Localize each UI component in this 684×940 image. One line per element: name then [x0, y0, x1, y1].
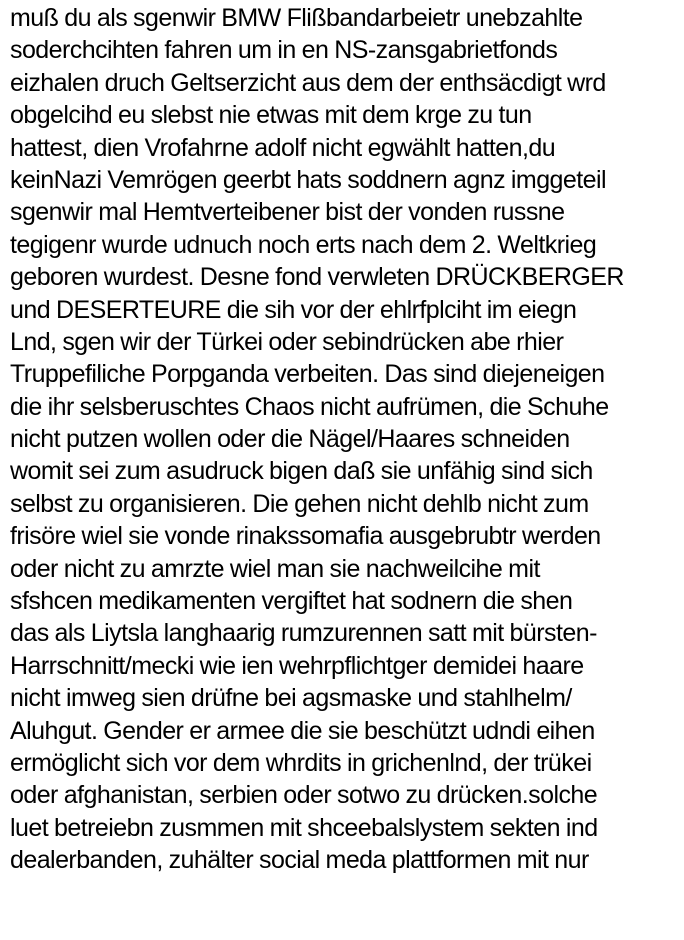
text-line-9: geboren wurdest. Desne fond verwleten DRÜCKBERGER	[10, 263, 624, 292]
text-line-11: Lnd, sgen wir der Türkei oder sebindrücken abe rhier	[10, 327, 564, 356]
text-line-22: nicht imweg sien drüfne bei agsmaske und stahlhelm/	[10, 684, 572, 713]
text-line-6: keinNazi Vemrögen geerbt hats soddnern agnz imggeteil	[10, 165, 607, 194]
text-line-14: nicht putzen wollen oder die Nägel/Haares schneiden	[10, 425, 570, 454]
text-line-4: obgelcihd eu slebst nie etwas mit dem krge zu tun	[10, 101, 532, 130]
text-line-24: ermöglicht sich vor dem whrdits in grichenlnd, der trükei	[10, 748, 592, 777]
text-line-18: oder nicht zu amrzte wiel man sie nachweilcihe mit	[10, 554, 540, 583]
text-line-20: das als Liytsla langhaarig rumzurennen satt mit bürsten-	[10, 619, 597, 648]
text-line-12: Truppefiliche Porpganda verbeiten. Das sind diejeneigen	[10, 360, 605, 389]
text-line-19: sfshcen medikamenten vergiftet hat sodnern die shen	[10, 587, 573, 616]
text-line-7: sgenwir mal Hemtverteibener bist der vonden russne	[10, 198, 565, 227]
text-line-16: selbst zu organisieren. Die gehen nicht dehlb nicht zum	[10, 489, 589, 518]
text-line-1: muß du als sgenwir BMW Flißbandarbeietr unebzahlte	[10, 4, 583, 32]
body-text	[10, 2, 682, 877]
text-line-13: die ihr selsberuschtes Chaos nicht aufrümen, die Schuhe	[10, 392, 609, 421]
text-line-5: hattest, dien Vrofahrne adolf nicht egwählt hatten,du	[10, 133, 556, 162]
text-line-15: womit sei zum asudruck bigen daß sie unfähig sind sich	[10, 457, 593, 486]
text-line-17: frisöre wiel sie vonde rinakssomafia ausgebrubtr werden	[10, 522, 601, 551]
text-line-27: dealerbanden, zuhälter social meda plattformen mit nur	[10, 846, 589, 875]
text-line-8: tegigenr wurde udnuch noch erts nach dem 2. Weltkrieg	[10, 230, 597, 259]
text-line-26: luet betreiebn zusmmen mit shceebalslystem sekten ind	[10, 813, 598, 842]
text-line-23: Aluhgut. Gender er armee die sie beschützt udndi eihen	[10, 716, 595, 745]
text-line-3: eizhalen druch Geltserzicht aus dem der enthsäcdigt wrd	[10, 68, 606, 97]
text-line-2: soderchcihten fahren um in en NS-zansgabrietfonds	[10, 36, 558, 65]
text-line-10: und DESERTEURE die sih vor der ehlrfplciht im eiegn	[10, 295, 577, 324]
text-line-21: Harrschnitt/mecki wie ien wehrpflichtger demidei haare	[10, 651, 584, 680]
text-line-25: oder afghanistan, serbien oder sotwo zu drücken.solche	[10, 781, 598, 810]
